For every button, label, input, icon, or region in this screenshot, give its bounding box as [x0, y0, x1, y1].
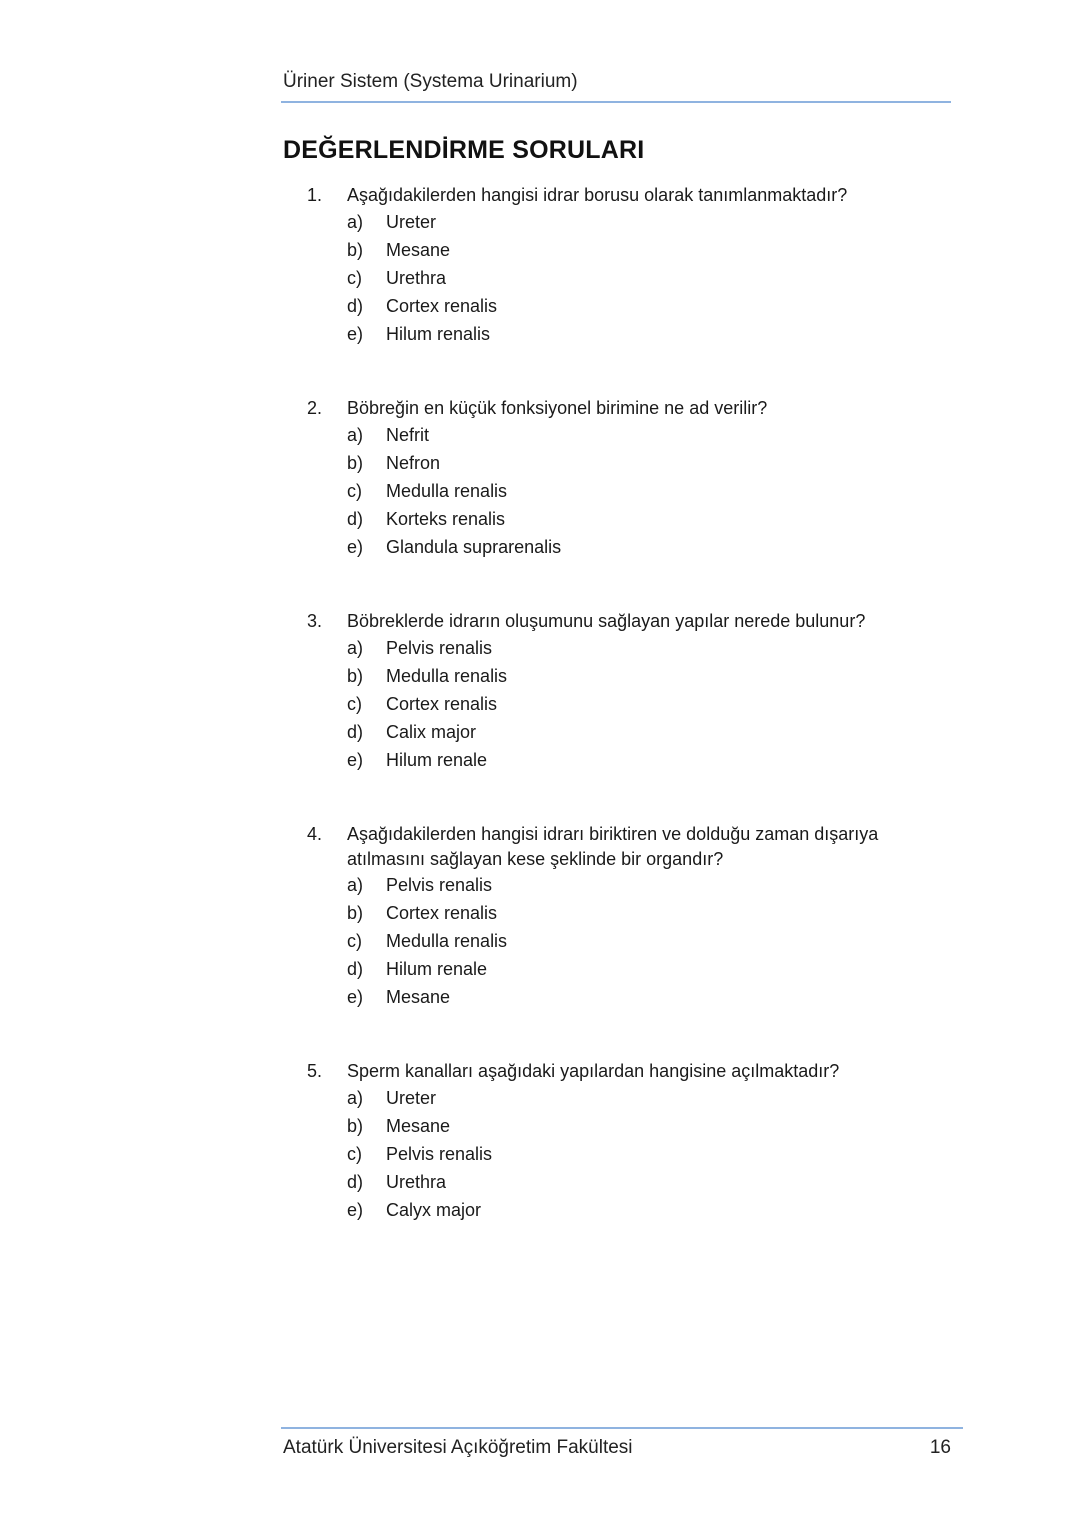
option-letter: d) [347, 295, 364, 316]
question-number: 3. [307, 611, 323, 631]
option-b [347, 1112, 907, 1140]
footer-divider [281, 1427, 963, 1429]
option-letter: e) [347, 1199, 364, 1220]
option-letter: d) [347, 508, 364, 529]
page-number: 16 [929, 1437, 951, 1458]
question-stem [307, 183, 907, 208]
option-b [347, 899, 907, 927]
header-divider [281, 101, 951, 103]
option-letter: d) [347, 1171, 364, 1192]
option-d [347, 505, 907, 533]
option-letter: d) [347, 721, 364, 742]
question-3 [307, 609, 907, 774]
question-number: 4. [307, 824, 323, 844]
option-b [347, 662, 907, 690]
option-d [347, 955, 907, 983]
question-5 [307, 1059, 907, 1224]
question-stem [307, 1059, 907, 1084]
option-c [347, 477, 907, 505]
option-text: Pelvis renalis [386, 1143, 493, 1164]
question-stem [307, 396, 907, 421]
option-letter: b) [347, 239, 364, 260]
option-text: Hilum renalis [386, 323, 491, 344]
option-letter: c) [347, 267, 362, 288]
option-list [347, 871, 907, 1011]
option-letter: e) [347, 987, 364, 1007]
option-text: Medulla renalis [386, 665, 508, 686]
question-text: Aşağıdakilerden hangisi idrarı biriktiren ve dolduğu zaman dışarıya atılmasını sağlayan kese şeklinde bir organdır? [347, 824, 879, 869]
option-text: Pelvis renalis [386, 875, 493, 895]
option-letter: a) [347, 211, 364, 232]
question-text: Aşağıdakilerden hangisi idrar borusu olarak tanımlanmaktadır? [347, 185, 848, 205]
option-c [347, 264, 907, 292]
option-text: Cortex renalis [386, 295, 498, 316]
option-text: Medulla renalis [386, 480, 508, 501]
option-letter: a) [347, 875, 364, 895]
page-header-title: Üriner Sistem (Systema Urinarium) [283, 71, 578, 92]
option-letter: e) [347, 536, 364, 557]
option-d [347, 1168, 907, 1196]
option-letter: a) [347, 424, 364, 445]
option-c [347, 690, 907, 718]
option-list [347, 421, 907, 561]
option-letter: c) [347, 693, 362, 714]
option-a [347, 208, 907, 236]
question-number: 5. [307, 1061, 323, 1081]
option-text: Urethra [386, 267, 447, 288]
option-letter: e) [347, 749, 364, 770]
option-text: Mesane [386, 1115, 451, 1136]
option-list [347, 634, 907, 774]
option-e [347, 320, 907, 348]
option-text: Korteks renalis [386, 508, 506, 529]
question-4 [307, 822, 907, 1011]
option-letter: c) [347, 931, 362, 951]
option-b [347, 449, 907, 477]
option-d [347, 292, 907, 320]
option-letter: c) [347, 480, 362, 501]
section-title: DEĞERLENDİRME SORULARI [283, 136, 645, 164]
option-e [347, 983, 907, 1011]
option-letter: c) [347, 1143, 362, 1164]
option-text: Cortex renalis [386, 903, 498, 923]
option-text: Calyx major [386, 1199, 482, 1220]
question-1 [307, 183, 907, 348]
option-text: Mesane [386, 987, 451, 1007]
option-letter: a) [347, 1087, 364, 1108]
option-text: Calix major [386, 721, 477, 742]
question-text: Böbreklerde idrarın oluşumunu sağlayan yapılar nerede bulunur? [347, 611, 866, 631]
option-text: Cortex renalis [386, 693, 498, 714]
option-text: Glandula suprarenalis [386, 536, 562, 557]
question-text: Böbreğin en küçük fonksiyonel birimine ne ad verilir? [347, 398, 768, 418]
option-text: Pelvis renalis [386, 637, 493, 658]
option-text: Medulla renalis [386, 931, 508, 951]
question-text: Sperm kanalları aşağıdaki yapılardan hangisine açılmaktadır? [347, 1061, 840, 1081]
question-stem [307, 822, 907, 871]
option-e [347, 1196, 907, 1224]
option-letter: b) [347, 665, 364, 686]
option-list [347, 1084, 907, 1224]
option-text: Nefron [386, 452, 441, 473]
option-text: Hilum renale [386, 749, 488, 770]
option-letter: d) [347, 959, 364, 979]
option-text: Hilum renale [386, 959, 488, 979]
option-letter: b) [347, 452, 364, 473]
option-e [347, 746, 907, 774]
option-text: Ureter [386, 1087, 437, 1108]
option-text: Ureter [386, 211, 437, 232]
option-d [347, 718, 907, 746]
question-2 [307, 396, 907, 561]
footer-institution: Atatürk Üniversitesi Açıköğretim Fakültesi [283, 1437, 633, 1458]
option-letter: a) [347, 637, 364, 658]
option-letter: b) [347, 903, 364, 923]
option-a [347, 871, 907, 899]
question-number: 2. [307, 398, 323, 418]
option-e [347, 533, 907, 561]
option-a [347, 634, 907, 662]
question-stem [307, 609, 907, 634]
option-b [347, 236, 907, 264]
option-list [347, 208, 907, 348]
option-c [347, 927, 907, 955]
option-text: Nefrit [386, 424, 430, 445]
option-c [347, 1140, 907, 1168]
option-a [347, 421, 907, 449]
option-letter: e) [347, 323, 364, 344]
option-letter: b) [347, 1115, 364, 1136]
option-a [347, 1084, 907, 1112]
question-number: 1. [307, 185, 323, 205]
option-text: Urethra [386, 1171, 447, 1192]
option-text: Mesane [386, 239, 451, 260]
